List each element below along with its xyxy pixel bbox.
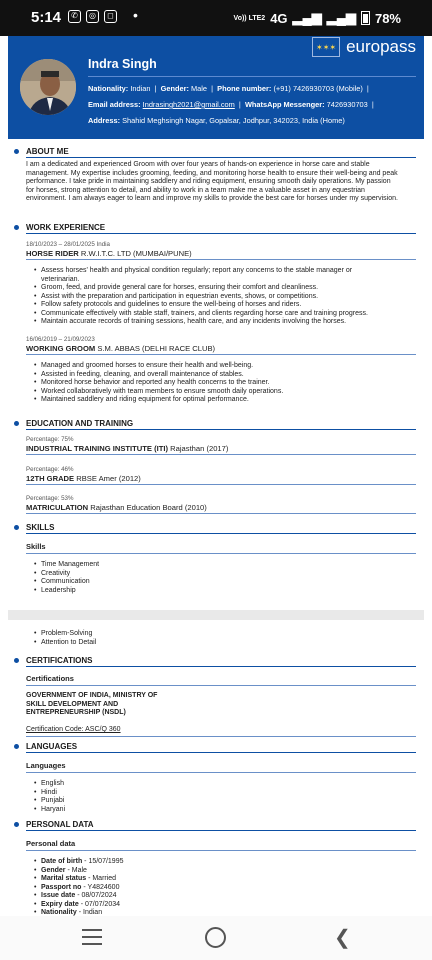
list-item xyxy=(41,875,386,884)
list-item: • Maintain accurate records of training sessions, health care, and any incidents involving the horses. xyxy=(41,318,386,327)
personal-subheading: Personal data xyxy=(26,839,76,848)
certifications-subheading: Certifications xyxy=(26,674,74,683)
edu-1-divider xyxy=(26,454,416,455)
list-item: • Time Management xyxy=(41,561,386,570)
whatsapp-label: WhatsApp Messenger: xyxy=(244,100,325,109)
list-item xyxy=(41,858,386,867)
skills-list xyxy=(41,561,386,595)
job-1-title xyxy=(26,249,192,258)
skills-subheading: Skills xyxy=(26,542,46,551)
list-item: • Communication xyxy=(41,578,386,587)
job-1-divider xyxy=(26,259,416,260)
list-item: • Assess horses' health and physical condition regularly; report any concerns to the stable manager or veterinarian. xyxy=(41,267,386,284)
page-break xyxy=(8,610,424,620)
list-item: • Follow safety protocols and guidelines to ensure the well-being of horses and riders. xyxy=(41,301,386,310)
languages-section-dot xyxy=(14,744,19,749)
personal-value: - 08/07/2024 xyxy=(75,892,117,899)
personal-value: - Y4824600 xyxy=(81,883,120,891)
job-2-divider xyxy=(26,354,416,355)
list-item: • Problem-Solving xyxy=(41,630,386,639)
email-link[interactable]: Indrasingh2021@gmail.com xyxy=(142,100,235,109)
cert-divider xyxy=(26,736,416,737)
edu-3-title xyxy=(26,503,207,512)
personal-value: - Married xyxy=(86,875,117,882)
list-item: • Punjabi xyxy=(41,797,386,806)
job-1-dates: 18/10/2023 – 28/01/2025 India xyxy=(26,241,110,248)
list-item: • Assisted in feeding, cleaning, and overall maintenance of stables. xyxy=(41,371,386,380)
header-divider xyxy=(88,76,416,77)
list-item: • Haryani xyxy=(41,806,386,815)
edu-2-title xyxy=(26,474,141,483)
education-heading: EDUCATION AND TRAINING xyxy=(26,419,134,428)
skills-list-continued xyxy=(41,630,386,647)
skills-section-dot xyxy=(14,525,19,530)
job-1-employer: R.W.I.T.C. LTD (MUMBAI/PUNE) xyxy=(80,249,192,258)
personal-list xyxy=(41,858,386,916)
work-heading: WORK EXPERIENCE xyxy=(26,223,106,232)
personal-label: Gender xyxy=(41,866,66,874)
edu-2-divider xyxy=(26,484,416,485)
job-1-bullets xyxy=(41,267,386,327)
personal-value: - Male xyxy=(65,866,87,874)
cert-issuer-line-3: ENTREPRENEURSHIP (NSDL) xyxy=(26,709,126,717)
personal-value: - 07/07/2034 xyxy=(78,900,121,908)
edu-3-divider xyxy=(26,513,416,514)
personal-label: Nationality xyxy=(41,909,77,916)
certifications-section-dot xyxy=(14,658,19,663)
work-section-dot xyxy=(14,225,19,230)
personal-label: Marital status xyxy=(41,875,87,882)
edu-1-title xyxy=(26,444,228,453)
edu-2-name: 12TH GRADE xyxy=(26,474,75,483)
recent-apps-button[interactable] xyxy=(82,929,102,945)
list-item xyxy=(41,901,386,910)
personal-heading: PERSONAL DATA xyxy=(26,820,94,829)
list-item: • Worked collaboratively with team members to ensure smooth daily operations. xyxy=(41,388,386,397)
list-item xyxy=(41,884,386,893)
personal-label: Expiry date xyxy=(41,900,79,908)
edu-1-name: INDUSTRIAL TRAINING INSTITUTE (ITI) xyxy=(26,444,169,453)
about-text: I am a dedicated and experienced Groom with over four years of hands-on experience in horse care and stable management. My expertise includes grooming, feeding, and monitoring horse health to ensure their well-being and peak performance. I take pride in maintaining saddlery and riding equipment, ensuring smooth daily operations. My passion for horses, strong attention to detail, and ability to work in a team make me a valuable asset in any equestrian environment. I am always eager to learn and improve my skills to provide the best care for horses under my supervision. xyxy=(26,161,398,203)
edu-3-name: MATRICULATION xyxy=(26,503,89,512)
work-divider xyxy=(26,233,416,234)
phone-label: Phone number: xyxy=(217,84,272,93)
skills-divider xyxy=(26,533,416,534)
signal-icon: ▂▄▆ xyxy=(292,10,322,25)
list-item: • Attention to Detail xyxy=(41,639,386,648)
chat-icon: ◎ xyxy=(86,10,99,23)
header-info-line-1: Nationality: Indian | Gender: Male | Phone number: (+91) 7426930703 (Mobile) | xyxy=(88,84,369,93)
edu-1-place: Rajasthan (2017) xyxy=(170,444,229,453)
europass-logo-text: europass xyxy=(346,37,416,56)
certifications-heading: CERTIFICATIONS xyxy=(26,656,93,665)
notification-icons xyxy=(68,10,117,23)
back-button[interactable]: ❮ xyxy=(334,927,351,949)
languages-heading: LANGUAGES xyxy=(26,742,78,751)
whatsapp-icon: ✆ xyxy=(68,10,81,23)
person-name: Indra Singh xyxy=(88,57,157,71)
job-1-role: HORSE RIDER xyxy=(26,249,79,258)
edu-2-place: RBSE Amer (2012) xyxy=(76,474,141,483)
profile-photo xyxy=(18,57,78,117)
address-label: Address: xyxy=(88,116,121,125)
skills-subdivider xyxy=(26,553,416,554)
languages-list xyxy=(41,780,386,814)
edu-3-percentage: Percentage: 53% xyxy=(26,495,74,502)
edu-2-percentage: Percentage: 46% xyxy=(26,466,74,473)
cv-header xyxy=(8,36,424,139)
person-photo-icon xyxy=(20,59,78,117)
battery-icon xyxy=(361,11,370,25)
list-item xyxy=(41,867,386,876)
personal-label: Date of birth xyxy=(41,858,83,865)
signal-icon-2: ▂▄▆ xyxy=(326,10,356,25)
job-2-role: WORKING GROOM xyxy=(26,344,96,353)
languages-divider xyxy=(26,752,416,753)
phone-value[interactable]: (+91) 7426930703 (Mobile) xyxy=(273,84,363,93)
europass-logo xyxy=(312,36,416,58)
list-item: • Hindi xyxy=(41,789,386,798)
list-item: • Groom, feed, and provide general care for horses, ensuring their comfort and cleanliness. xyxy=(41,284,386,293)
job-2-dates: 16/06/2019 – 21/09/2023 xyxy=(26,336,95,343)
job-2-title xyxy=(26,344,215,353)
list-item: • Managed and groomed horses to ensure their health and well-being. xyxy=(41,362,386,371)
email-label: Email address: xyxy=(88,100,141,109)
header-info-line-2: Email address: Indrasingh2021@gmail.com | WhatsApp Messenger: 7426930703 | xyxy=(88,100,374,109)
certifications-subdivider xyxy=(26,685,416,686)
skills-heading: SKILLS xyxy=(26,523,55,532)
more-notifications-icon: • xyxy=(133,7,138,23)
personal-label: Issue date xyxy=(41,892,76,899)
edu-1-percentage: Percentage: 75% xyxy=(26,436,74,443)
gender-label: Gender: xyxy=(160,84,189,93)
home-button[interactable] xyxy=(205,927,226,948)
list-item: • Assist with the preparation and participation in equestrian events, shows, or competitions. xyxy=(41,293,386,302)
education-divider xyxy=(26,429,416,430)
list-item: • English xyxy=(41,780,386,789)
list-item: • Maintained saddlery and riding equipment for optimal performance. xyxy=(41,396,386,405)
status-time: 5:14 xyxy=(31,9,62,26)
list-item: • Leadership xyxy=(41,587,386,596)
cv-document[interactable] xyxy=(8,36,424,916)
list-item xyxy=(41,909,386,916)
languages-subheading: Languages xyxy=(26,761,66,770)
about-section-dot xyxy=(14,149,19,154)
status-bar xyxy=(0,0,432,36)
list-item: • Communicate effectively with stable staff, trainers, and clients regarding horse care and training progress. xyxy=(41,310,386,319)
personal-section-dot xyxy=(14,822,19,827)
eu-stars-icon: ✶✶✶ xyxy=(312,37,340,57)
cert-issuer-line-1: GOVERNMENT OF INDIA, MINISTRY OF xyxy=(26,692,158,699)
personal-value: - Indian xyxy=(76,909,103,916)
cert-issuer xyxy=(26,692,157,718)
instagram-icon: ◻ xyxy=(104,10,117,23)
education-section-dot xyxy=(14,421,19,426)
personal-divider xyxy=(26,830,416,831)
header-info-line-3 xyxy=(88,116,345,125)
about-divider xyxy=(26,157,416,158)
nationality-label: Nationality: xyxy=(88,84,129,93)
network-label: 4G xyxy=(270,10,288,26)
list-item xyxy=(41,892,386,901)
about-heading: ABOUT ME xyxy=(26,147,69,156)
list-item: • Monitored horse behavior and reported any health concerns to the trainer. xyxy=(41,379,386,388)
cert-code-link[interactable]: Certification Code: ASC/Q 360 xyxy=(26,726,121,733)
gender-value: Male xyxy=(191,84,208,93)
personal-value: - 15/07/1995 xyxy=(82,858,124,865)
whatsapp-value[interactable]: 7426930703 xyxy=(326,100,368,109)
volte-icon: Vo)) LTE2 xyxy=(233,14,266,22)
edu-3-place: Rajasthan Education Board (2010) xyxy=(90,503,207,512)
battery-level: 78% xyxy=(374,10,401,26)
personal-label: Passport no xyxy=(41,883,82,891)
system-nav-bar xyxy=(0,916,432,960)
certifications-divider xyxy=(26,666,416,667)
nationality-value: Indian xyxy=(130,84,151,93)
address-value: Shahid Meghsingh Nagar, Gopalsar, Jodhpur, 342023, India (Home) xyxy=(122,116,345,125)
cert-issuer-line-2: SKILL DEVELOPMENT AND xyxy=(26,700,119,708)
personal-subdivider xyxy=(26,850,416,851)
job-2-employer: S.M. ABBAS (DELHI RACE CLUB) xyxy=(97,344,216,353)
list-item: • Creativity xyxy=(41,570,386,579)
job-2-bullets xyxy=(41,362,386,405)
languages-subdivider xyxy=(26,772,416,773)
